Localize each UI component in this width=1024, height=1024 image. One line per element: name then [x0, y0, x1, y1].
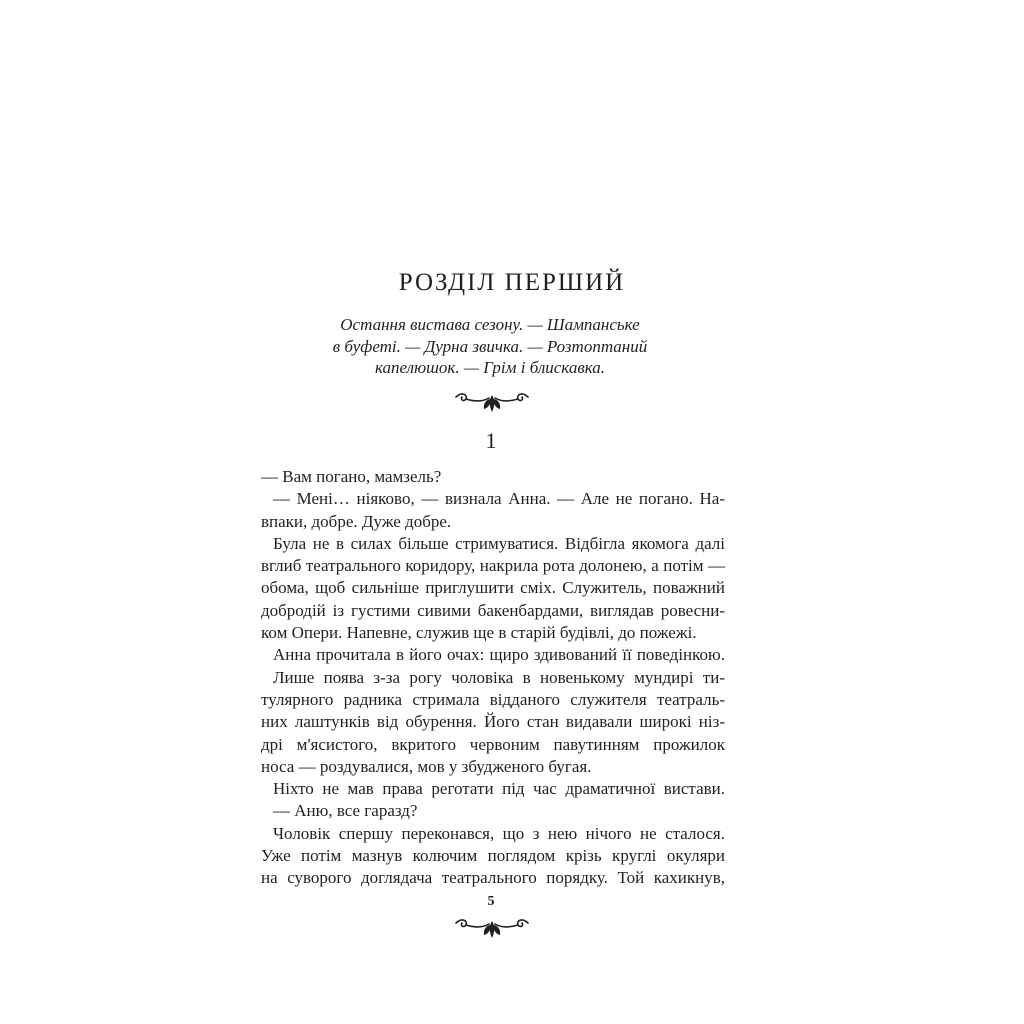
text-line: Уже потім мазнув колючим поглядом крізь круглі окуляри	[261, 846, 725, 866]
text-line: тулярного радника стримала відданого служителя театраль-	[261, 689, 725, 709]
section-number: 1	[485, 428, 497, 453]
body-text	[261, 466, 725, 890]
text-line: Була не в силах більше стримуватися. Відбігла якомога далі	[273, 533, 725, 553]
fleuron-ornament-icon	[454, 915, 530, 941]
text-line: Лише поява з-за рогу чоловіка в новенькому мундирі ти-	[273, 667, 725, 687]
chapter-epigraph	[312, 314, 668, 379]
text-line: Анна прочитала в його очах: щиро здивований її поведінкою.	[273, 645, 725, 665]
text-line: Чоловік спершу переконався, що з нею нічого не сталося.	[273, 823, 725, 843]
text-line: — Мені… ніяково, — визнала Анна. — Але не погано. На-	[273, 489, 725, 509]
fleuron-ornament-icon	[454, 389, 530, 415]
text-line: — Вам погано, мамзель?	[261, 467, 442, 486]
text-line: вглиб театрального коридору, накрила рота долонею, а потім —	[261, 556, 725, 576]
text-line: них лаштунків від обурення. Його стан видавали широкі ніз-	[261, 712, 725, 732]
text-line: впаки, добре. Дуже добре.	[261, 511, 452, 531]
text-line: Ніхто не мав права реготати під час драматичної вистави.	[273, 779, 725, 799]
epigraph-line: в буфеті. — Дурна звичка. — Розтоптаний	[332, 336, 648, 356]
text-line: носа — роздувалися, мов у збудженого бугая.	[261, 756, 592, 776]
text-line: обома, щоб сильніше приглушити сміх. Служитель, поважний	[261, 578, 725, 598]
epigraph-line: капелюшок. — Грім і блискавка.	[375, 358, 605, 377]
page-number: 5	[487, 894, 495, 909]
epigraph-line: Остання вистава сезону. — Шампанське	[340, 315, 640, 334]
text-line: на суворого доглядача театрального порядку. Той кахикнув,	[261, 868, 725, 888]
text-line: добродій із густими сивими бакенбардами, виглядав ровесни-	[261, 600, 725, 620]
text-line: дрі м'ясистого, вкритого червоним павутинням прожилок	[261, 734, 725, 754]
text-line: — Аню, все гаразд?	[273, 801, 418, 821]
text-line: ком Опери. Напевне, служив ще в старій будівлі, до пожежі.	[261, 623, 697, 643]
chapter-title: РОЗДІЛ ПЕРШИЙ	[398, 269, 626, 296]
